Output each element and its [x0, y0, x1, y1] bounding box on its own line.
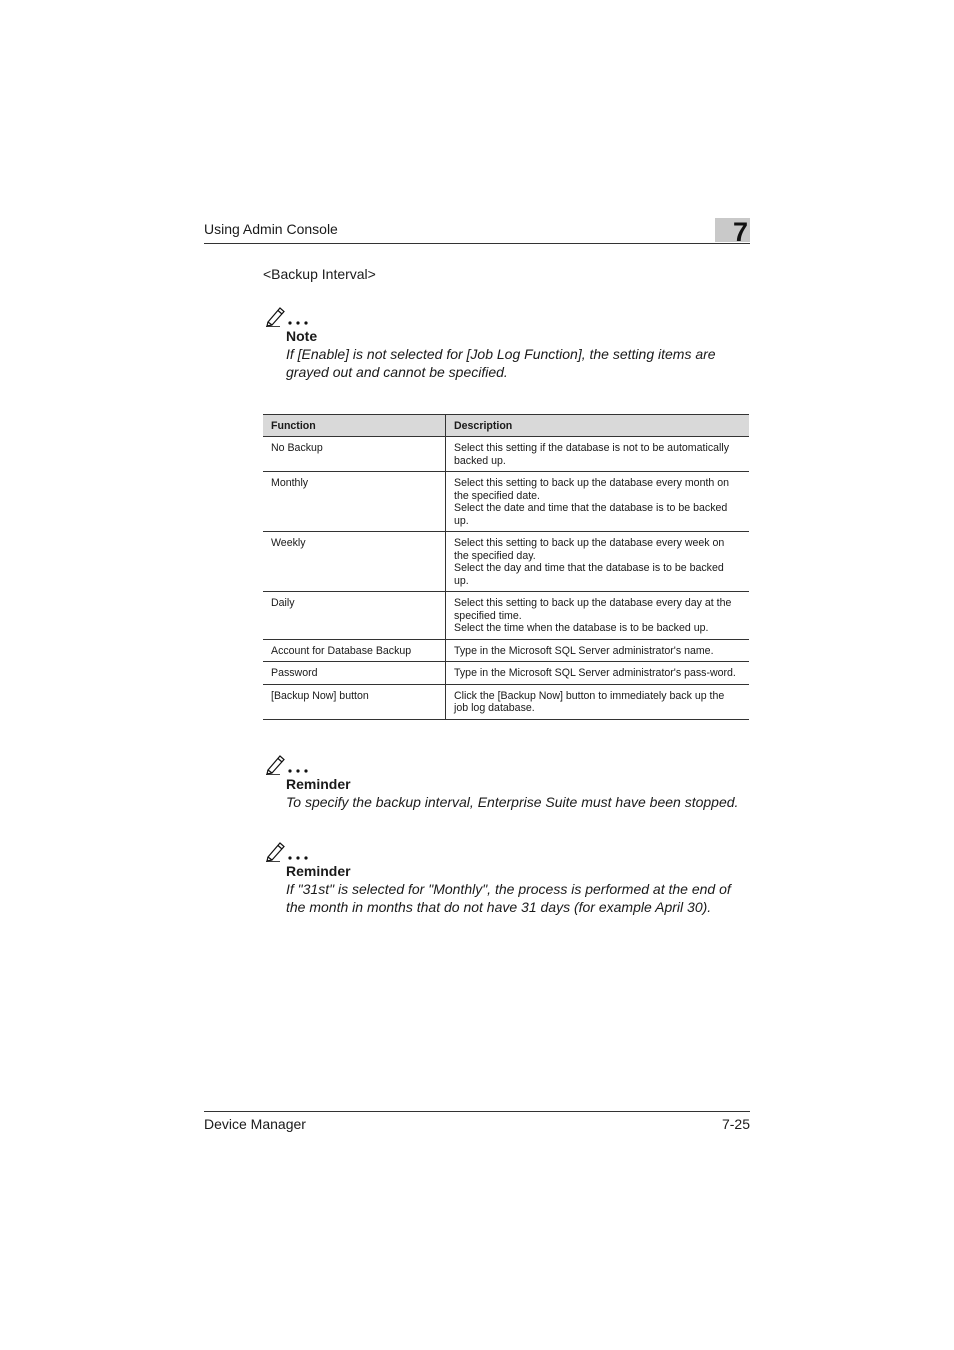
page-footer	[204, 1111, 750, 1136]
page-number: 7-25	[721, 1116, 750, 1132]
description-line: Select this setting to back up the database every day at the specified time.	[454, 597, 732, 622]
function-cell: Account for Database Backup	[263, 639, 446, 662]
description-line: Select this setting to back up the database every month on the specified date.	[454, 477, 730, 502]
function-cell: [Backup Now] button	[263, 684, 446, 719]
description-line: Type in the Microsoft SQL Server administrator's name.	[454, 644, 714, 657]
page-header	[204, 217, 750, 247]
reminder-label: Reminder	[286, 776, 351, 792]
reminder-text: To specify the backup interval, Enterprise Suite must have been stopped.	[286, 794, 739, 810]
description-line: Select this setting to back up the database every week on the specified day.	[454, 537, 725, 562]
table-row	[263, 592, 749, 640]
description-line: Select the date and time that the database is to be backed up.	[454, 502, 728, 527]
function-cell: Monthly	[263, 472, 446, 532]
chapter-number: 7	[732, 217, 748, 247]
function-cell: Password	[263, 662, 446, 685]
column-header-function: Function	[263, 415, 446, 437]
table-row	[263, 662, 749, 685]
table-row	[263, 639, 749, 662]
description-line: Select this setting if the database is not to be automatically backed up.	[454, 442, 730, 467]
reminder-text: If "31st" is selected for "Monthly", the process is performed at the end of the month in months that do not have 31 days (for example April 30).	[286, 881, 731, 915]
description-cell	[446, 639, 750, 662]
chapter-tab	[715, 217, 750, 247]
section-heading: <Backup Interval>	[263, 266, 376, 282]
column-header-description: Description	[446, 415, 750, 437]
note-text: If [Enable] is not selected for [Job Log Function], the setting items are grayed out and cannot be specified.	[286, 346, 716, 380]
table-row	[263, 532, 749, 592]
table-row	[263, 472, 749, 532]
note-label: Note	[286, 328, 318, 344]
description-cell	[446, 532, 750, 592]
backup-interval-table	[263, 414, 749, 720]
description-cell	[446, 662, 750, 685]
description-cell	[446, 592, 750, 640]
function-cell: Daily	[263, 592, 446, 640]
function-cell: No Backup	[263, 437, 446, 472]
table-row	[263, 684, 749, 719]
pencil-note-icon	[264, 751, 310, 775]
description-line: Select the time when the database is to be backed up.	[454, 622, 709, 634]
footer-product-name: Device Manager	[204, 1116, 306, 1132]
reminder-label: Reminder	[286, 863, 351, 879]
description-cell	[446, 472, 750, 532]
pencil-note-icon	[264, 838, 310, 862]
description-line: Type in the Microsoft SQL Server administrator's pass-word.	[454, 667, 736, 679]
description-line: Select the day and time that the database is to be backed up.	[454, 562, 724, 587]
pencil-note-icon	[264, 303, 310, 327]
table-header-row	[263, 415, 749, 437]
description-cell	[446, 437, 750, 472]
table-row	[263, 437, 749, 472]
header-section-title: Using Admin Console	[204, 221, 338, 237]
description-cell	[446, 684, 750, 719]
description-line: Click the [Backup Now] button to immediately back up the job log database.	[454, 689, 725, 714]
function-cell: Weekly	[263, 532, 446, 592]
